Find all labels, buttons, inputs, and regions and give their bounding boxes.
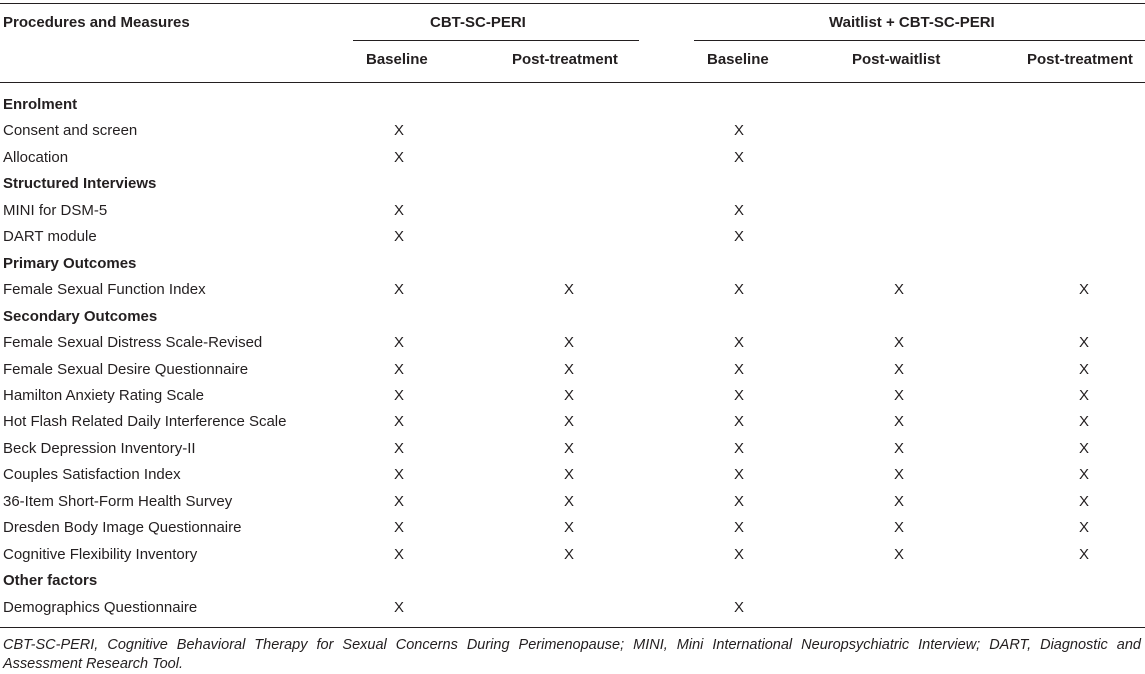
check-mark: X (563, 466, 574, 483)
check-mark: X (393, 519, 404, 536)
check-mark: X (1078, 413, 1089, 430)
check-mark: X (1078, 281, 1089, 298)
header-procedures: Procedures and Measures (3, 14, 190, 31)
header-group-waitlist: Waitlist + CBT-SC-PERI (829, 14, 995, 31)
check-mark: X (733, 228, 744, 245)
check-mark: X (733, 413, 744, 430)
check-mark: X (393, 387, 404, 404)
check-mark: X (733, 334, 744, 351)
check-mark: X (733, 149, 744, 166)
check-mark: X (563, 334, 574, 351)
check-mark: X (393, 599, 404, 616)
check-mark: X (733, 281, 744, 298)
row-label: DART module (3, 228, 97, 245)
check-mark: X (733, 122, 744, 139)
group-cbt-rule (353, 40, 639, 41)
footnote: CBT-SC-PERI, Cognitive Behavioral Therapy for Sexual Concerns During Perimenopause; MINI, Mini International Neuropsychiatric Interview; DART, Diagnostic and Assessment Research Tool. (3, 637, 1141, 672)
row-label: Couples Satisfaction Index (3, 466, 181, 483)
check-mark: X (893, 546, 904, 563)
row-label: Female Sexual Distress Scale-Revised (3, 334, 263, 351)
check-mark: X (1078, 387, 1089, 404)
row-label: MINI for DSM-5 (3, 202, 108, 219)
check-mark: X (733, 202, 744, 219)
row-label: Allocation (3, 149, 69, 166)
check-mark: X (393, 493, 404, 510)
section-heading: Structured Interviews (3, 175, 157, 192)
check-mark: X (733, 466, 744, 483)
section-heading: Primary Outcomes (3, 255, 137, 272)
header-group-cbt: CBT-SC-PERI (430, 14, 526, 31)
col-header-g1-post-treatment: Post-treatment (512, 51, 618, 68)
check-mark: X (393, 122, 404, 139)
check-mark: X (893, 519, 904, 536)
check-mark: X (733, 361, 744, 378)
col-header-g2-baseline: Baseline (707, 51, 769, 68)
row-label: Consent and screen (3, 122, 138, 139)
check-mark: X (893, 466, 904, 483)
bottom-rule (0, 627, 1145, 628)
check-mark: X (393, 149, 404, 166)
check-mark: X (393, 228, 404, 245)
group-waitlist-rule (694, 40, 1145, 41)
check-mark: X (893, 334, 904, 351)
row-label: Female Sexual Function Index (3, 281, 206, 298)
row-label: 36-Item Short-Form Health Survey (3, 493, 233, 510)
check-mark: X (563, 493, 574, 510)
row-label: Hamilton Anxiety Rating Scale (3, 387, 204, 404)
check-mark: X (1078, 334, 1089, 351)
check-mark: X (393, 440, 404, 457)
check-mark: X (733, 599, 744, 616)
row-label: Beck Depression Inventory-II (3, 440, 196, 457)
check-mark: X (1078, 493, 1089, 510)
check-mark: X (733, 387, 744, 404)
check-mark: X (1078, 361, 1089, 378)
check-mark: X (563, 413, 574, 430)
top-rule (0, 3, 1145, 4)
check-mark: X (1078, 466, 1089, 483)
section-heading: Enrolment (3, 96, 78, 113)
check-mark: X (563, 519, 574, 536)
check-mark: X (393, 361, 404, 378)
check-mark: X (893, 281, 904, 298)
check-mark: X (393, 546, 404, 563)
check-mark: X (1078, 546, 1089, 563)
check-mark: X (893, 440, 904, 457)
section-heading: Other factors (3, 572, 98, 589)
check-mark: X (893, 413, 904, 430)
check-mark: X (733, 546, 744, 563)
check-mark: X (893, 387, 904, 404)
check-mark: X (563, 361, 574, 378)
check-mark: X (733, 519, 744, 536)
check-mark: X (733, 493, 744, 510)
check-mark: X (563, 281, 574, 298)
col-header-g2-post-waitlist: Post-waitlist (852, 51, 941, 68)
check-mark: X (1078, 519, 1089, 536)
check-mark: X (393, 413, 404, 430)
check-mark: X (1078, 440, 1089, 457)
check-mark: X (563, 387, 574, 404)
check-mark: X (733, 440, 744, 457)
check-mark: X (893, 361, 904, 378)
check-mark: X (393, 281, 404, 298)
check-mark: X (393, 334, 404, 351)
check-mark: X (563, 546, 574, 563)
row-label: Female Sexual Desire Questionnaire (3, 361, 249, 378)
col-header-g2-post-treatment: Post-treatment (1027, 51, 1133, 68)
check-mark: X (893, 493, 904, 510)
row-label: Dresden Body Image Questionnaire (3, 519, 242, 536)
header-rule (0, 82, 1145, 83)
section-heading: Secondary Outcomes (3, 308, 158, 325)
check-mark: X (563, 440, 574, 457)
check-mark: X (393, 202, 404, 219)
check-mark: X (393, 466, 404, 483)
row-label: Hot Flash Related Daily Interference Scale (3, 413, 287, 430)
row-label: Demographics Questionnaire (3, 599, 198, 616)
col-header-g1-baseline: Baseline (366, 51, 428, 68)
row-label: Cognitive Flexibility Inventory (3, 546, 198, 563)
